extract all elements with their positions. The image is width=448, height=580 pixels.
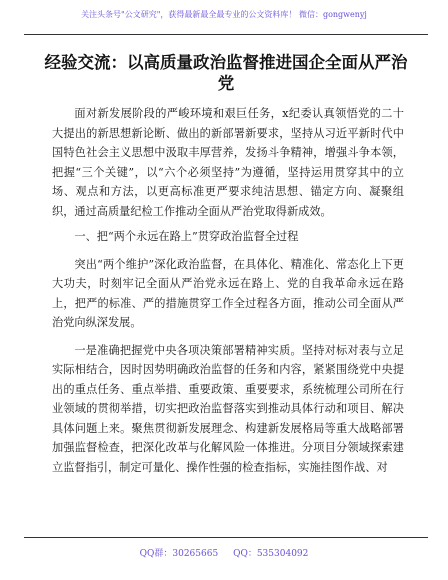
header-divider xyxy=(24,34,428,35)
document-title: 经验交流：以高质量政治监督推进国企全面从严治党 xyxy=(44,53,408,93)
footer xyxy=(0,546,448,559)
footer-qq: QQ：535304092 xyxy=(233,549,309,559)
footer-qq-group: QQ群：30265665 xyxy=(139,549,219,559)
body-paragraph: 一是准确把握党中央各项决策部署精神实质。坚持对标对表与立足实际相结合，因时因势明确政治监督的任务和内容，紧紧围绕党中央提出的重点任务、重点举措、重要政策、重要要求，系统梳理公司所在行业领域的贯彻举措，切实把政治监督落实到推动具体行动和项目、解决具体问题上来。聚焦贯彻新发展理念、构建新发展格局等重大战略部署加强监督检查，把深化改革与化解风险一体推进。分项目分领域探索建立监督指引，制定可量化、操作性强的检查指标，实施挂图作战、对 xyxy=(52,343,404,474)
footer-divider xyxy=(24,537,428,538)
document-body xyxy=(52,104,404,477)
body-paragraph: 突出“两个维护”深化政治监督，在具体化、精准化、常态化上下更大功夫，时刻牢记全面从严治党永远在路上、党的自我革命永远在路上，把严的标准、严的措施贯穿工作全过程各方面，推动公司全面从严治党向纵深发展。 xyxy=(52,257,404,329)
header-banner: 关注头条号"公文研究"，获得最新最全最专业的公文资料库！ 微信：gongwenyj xyxy=(81,10,367,19)
section-heading: 一、把“两个永远在路上”贯穿政治监督全过程 xyxy=(74,230,299,243)
intro-paragraph: 面对新发展阶段的严峻环境和艰巨任务，x纪委认真领悟党的二十大提出的新思想新论断、做出的新部署新要求，坚持从习近平新时代中国特色社会主义思想中汲取丰厚营养，发扬斗争精神，增强斗争本领，把握“三个关键”，以“六个必须坚持”为遵循，坚持运用贯穿其中的立场、观点和方法，以更高标准更严要求纯洁思想、锚定方向、凝聚组织，通过高质量纪检工作推动全面从严治党取得新成效。 xyxy=(52,107,404,218)
